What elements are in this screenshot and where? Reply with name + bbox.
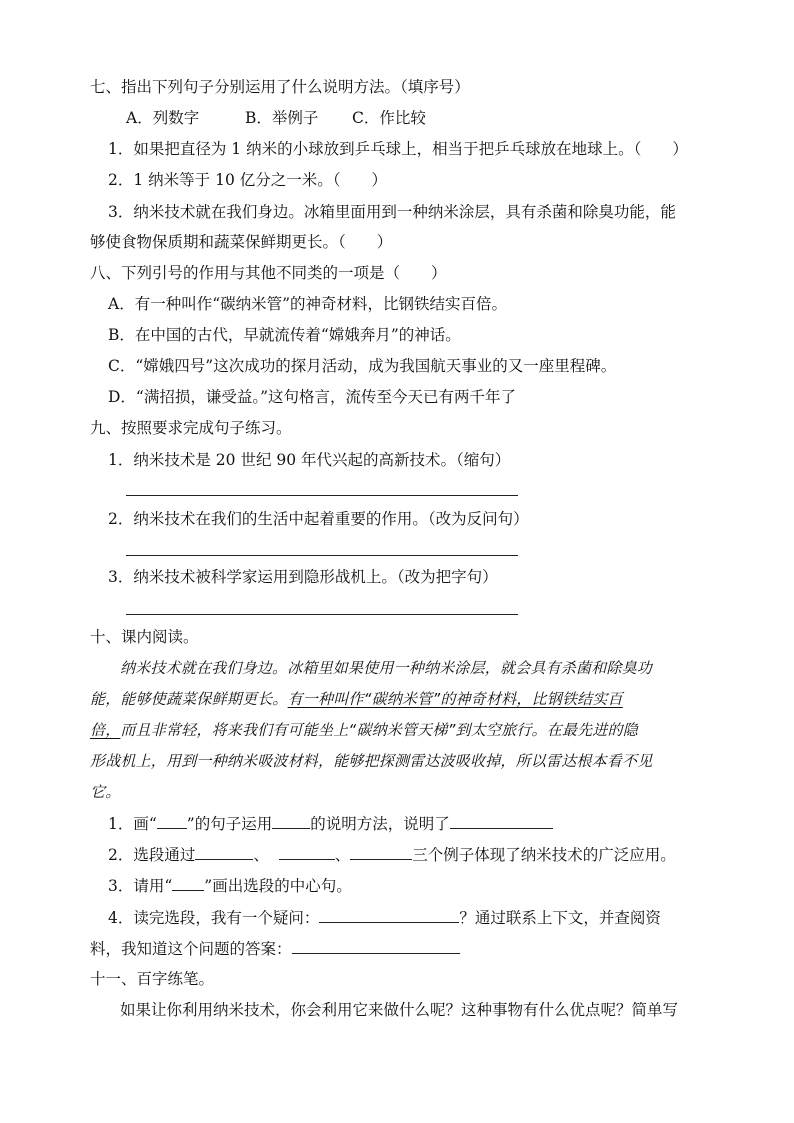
- q2-sep-2: 、: [334, 846, 351, 864]
- q3-text-a: 3．请用“: [108, 877, 173, 895]
- q3-blank-mark[interactable]: [172, 874, 204, 891]
- answer-line-3[interactable]: [126, 614, 518, 615]
- q4-text-a: 4．读完选段，我有一个疑问：: [108, 909, 320, 927]
- option-a: A．列数字: [126, 109, 200, 127]
- q2-blank-1[interactable]: [195, 843, 253, 860]
- s8-option-b: B．在中国的古代，早就流传着“嫦娥奔月”的神话。: [108, 326, 461, 344]
- s7-question-3-line2: 够使食物保质期和蔬菜保鲜期更长。（ ）: [90, 233, 393, 251]
- s7-question-2: 2．1 纳米等于 10 亿分之一米。（ ）: [108, 171, 387, 189]
- passage-line-4: 形战机上，用到一种纳米吸波材料，能够把探测雷达波吸收掉，所以雷达根本看不见: [90, 752, 653, 770]
- q1-text-c: 的说明方法，说明了: [310, 815, 450, 833]
- q1-blank-mark[interactable]: [157, 812, 187, 829]
- option-c: C．作比较: [352, 109, 426, 127]
- q2-blank-3[interactable]: [350, 843, 412, 860]
- underlined-sentence-part-2: 倍，: [90, 721, 121, 739]
- s9-question-3: 3．纳米技术被科学家运用到隐形战机上。（改为把字句）: [108, 568, 498, 586]
- passage-line-2-plain: 能，能够使蔬菜保鲜期更长。: [90, 690, 288, 708]
- q1-blank-explain[interactable]: [450, 812, 553, 829]
- s10-question-4-line1: [108, 906, 661, 929]
- answer-line-2[interactable]: [126, 555, 518, 556]
- section-8-title: 八、下列引号的作用与其他不同类的一项是（ ）: [90, 264, 447, 282]
- option-b: B．举例子: [245, 109, 319, 127]
- q4-text-c: 料，我知道这个问题的答案：: [90, 940, 292, 958]
- s11-prompt: 如果让你利用纳米技术，你会利用它来做什么呢？这种事物有什么优点呢？简单写: [120, 1001, 679, 1019]
- q2-text-a: 2．选段通过: [108, 846, 196, 864]
- answer-line-1[interactable]: [126, 495, 518, 496]
- section-10-title: 十、课内阅读。: [90, 628, 199, 646]
- q3-text-b: ”画出选段的中心句。: [204, 877, 352, 895]
- q1-text-a: 1．画“: [108, 815, 157, 833]
- passage-line-5: 它。: [90, 783, 121, 801]
- s9-question-1: 1．纳米技术是 20 世纪 90 年代兴起的高新技术。（缩句）: [108, 451, 511, 469]
- q2-sep-1: 、: [253, 846, 269, 864]
- passage-line-3-plain: 而且非常轻，将来我们有可能坐上“碳纳米管天梯”到太空旅行。在最先进的隐: [120, 721, 638, 739]
- q1-text-b: ”的句子运用: [186, 815, 273, 833]
- section-9-title: 九、按照要求完成句子练习。: [90, 419, 292, 437]
- s8-option-d: D．“满招损，谦受益。”这句格言，流传至今天已有两千年了: [108, 388, 517, 406]
- s9-question-2: 2．纳米技术在我们的生活中起着重要的作用。（改为反问句）: [108, 510, 529, 528]
- underlined-sentence-part-1: 有一种叫作“碳纳米管”的神奇材料，比钢铁结实百: [287, 690, 623, 708]
- passage-line-2: [90, 688, 623, 710]
- q4-blank-question[interactable]: [319, 906, 459, 923]
- s8-option-a: A．有一种叫作“碳纳米管”的神奇材料，比钢铁结实百倍。: [108, 295, 508, 313]
- section-11-title: 十一、百字练笔。: [90, 970, 215, 988]
- s10-question-1: [108, 812, 553, 835]
- q2-blank-2[interactable]: [279, 843, 335, 860]
- q1-blank-method[interactable]: [272, 812, 310, 829]
- passage-line-1: 纳米技术就在我们身边。冰箱里如果使用一种纳米涂层，就会具有杀菌和除臭功: [120, 659, 653, 677]
- s7-question-3-line1: 3．纳米技术就在我们身边。冰箱里面用到一种纳米涂层，具有杀菌和除臭功能，能: [108, 203, 676, 221]
- q4-blank-answer[interactable]: [292, 937, 460, 954]
- s10-question-3: [108, 874, 352, 897]
- s10-question-4-line2: [90, 937, 460, 960]
- q4-text-b: ？通过联系上下文，并查阅资: [459, 909, 661, 927]
- s7-question-1: 1．如果把直径为 1 纳米的小球放到乒乓球上，相当于把乒乓球放在地球上。（ ）: [108, 140, 688, 158]
- section-7-title: 七、指出下列句子分别运用了什么说明方法。（填序号）: [90, 78, 470, 96]
- q2-text-d: 三个例子体现了纳米技术的广泛应用。: [412, 846, 676, 864]
- s8-option-c: C．“嫦娥四号”这次成功的探月活动，成为我国航天事业的又一座里程碑。: [108, 357, 617, 375]
- s10-question-2: [108, 843, 676, 866]
- passage-line-3: [90, 719, 638, 741]
